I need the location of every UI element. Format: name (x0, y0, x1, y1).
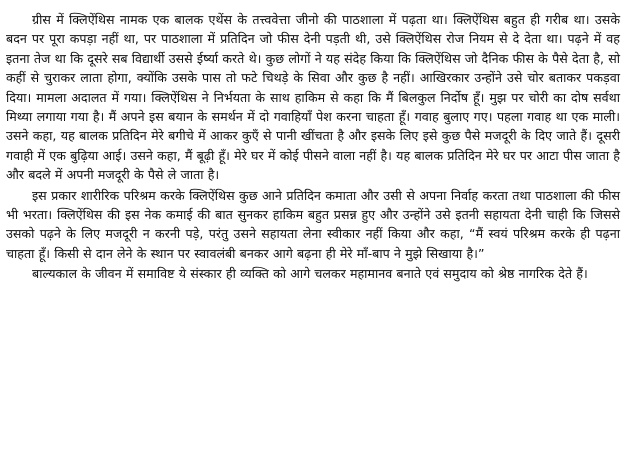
paragraph-earning: इस प्रकार शारीरिक परिश्रम करके क्लिऐंथिस कुछ आने प्रतिदिन कमाता और उसी से अपना निर्वाह करता तथा पाठशाला की फीस भी भरता। क्लिऐंथिस की इस नेक कमाई की बात सुनकर हाकिम बहुत प्रसन्न हुए और उन्होंने उसे इतनी सहायता देनी चाही कि जिससे उसको पढ़ने के लिए मजदूरी न करनी पड़े, परंतु उसने सहायता लेना स्वीकार नहीं किया और कहा, “मैं स्वयं परिश्रम करके ही पढ़ना चाहता हूँ। किसी से दान लेने के स्थान पर स्वावलंबी बनकर आगे बढ़ना ही मेरे माँ-बाप ने मुझे सिखाया है।” (6, 187, 620, 261)
paragraph-story: ग्रीस में क्लिऐंथिस नामक एक बालक एथेंस के तत्त्ववेत्ता जीनो की पाठशाला में पढ़ता था। क्लिऐंथिस बहुत ही गरीब था। उसके बदन पर पूरा कपड़ा नहीं था, पर पाठशाला में प्रतिदिन जो फीस देनी पड़ती थी, उसे क्लिऐंथिस रोज नियम से दे देता था। पढ़ने में वह इतना तेज था कि दूसरे सब विद्यार्थी उससे ईर्ष्या करते थे। कुछ लोगों ने यह संदेह किया कि क्लिऐंथिस जो दैनिक फीस के पैसे देता है, सो कहीं से चुराकर लाता होगा, क्योंकि उसके पास तो फटे चिथड़े के सिवा और कुछ है नहीं। आखिरकार उन्होंने उसे चोर बताकर पकड़वा दिया। मामला अदालत में गया। क्लिऐंथिस ने निर्भयता के साथ हाकिम से कहा कि मैं बिलकुल निर्दोष हूँ। मुझ पर चोरी का दोष सर्वथा मिथ्या लगाया गया है। मैं अपने इस बयान के समर्थन में दो गवाहियाँ पेश करना चाहता हूँ। गवाह बुलाए गए। पहला गवाह था एक माली। उसने कहा, यह बालक प्रतिदिन मेरे बगीचे में आकर कुएँ से पानी खींचता है और इसके लिए इसे कुछ पैसे मजदूरी के दिए जाते हैं। दूसरी गवाही में एक बुढ़िया आई। उसने कहा, मैं बूढ़ी हूँ। मेरे घर में कोई पीसने वाला नहीं है। यह बालक प्रतिदिन मेरे घर पर आटा पीस जाता है और बदले में अपनी मजदूरी के पैसे ले जाता है। (6, 12, 620, 183)
paragraph-conclusion: बाल्यकाल के जीवन में समाविष्ट ये संस्कार ही व्यक्ति को आगे चलकर महामानव बनाते एवं समुदाय को श्रेष्ठ नागरिक देते हैं। (32, 266, 588, 282)
